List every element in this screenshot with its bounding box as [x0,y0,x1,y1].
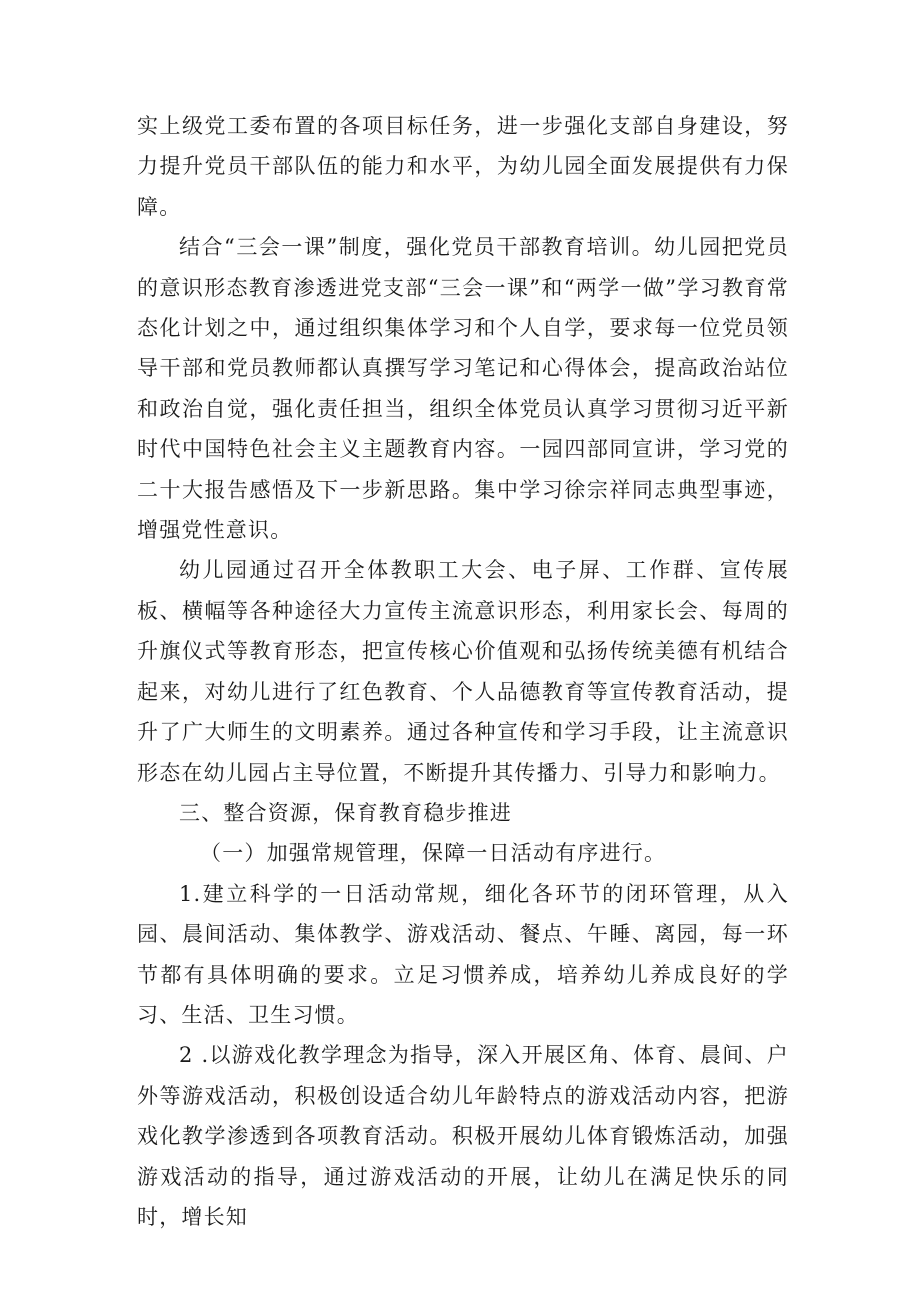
subsection-heading: （一）加强常规管理，保障一日活动有序进行。 [200,841,667,866]
paragraph-continuation: 实上级党工委布置的各项目标任务，进一步强化支部自身建设，努力提升党员干部队伍的能力和水平，为幼儿园全面发展提供有力保障。 [137,114,789,219]
list-item-2: 2 .以游戏化教学理念为指导，深入开展区角、体育、晨间、户外等游戏活动，积极创设适合幼儿年龄特点的游戏活动内容，把游戏化教学渗透到各项教育活动。积极开展幼儿体育锻炼活动，加强游戏活动的指导，通过游戏活动的开展，让幼儿在满足快乐的同时，增长知 [137,1043,789,1229]
document-body [137,106,789,1237]
list-item-1: 1.建立科学的一日活动常规，细化各环节的闭环管理，从入园、晨间活动、集体教学、游戏活动、餐点、午睡、离园，每一环节都有具体明确的要求。立足习惯养成，培养幼儿养成良好的学习、生活、卫生习惯。 [137,881,789,1027]
paragraph-ideology-publicity: 幼儿园通过召开全体教职工大会、电子屏、工作群、宣传展板、横幅等各种途径大力宣传主流意识形态，利用家长会、每周的升旗仪式等教育形态，把宣传核心价值观和弘扬传统美德有机结合起来，对幼儿进行了红色教育、个人品德教育等宣传教育活动，提升了广大师生的文明素养。通过各种宣传和学习手段，让主流意识形态在幼儿园占主导位置，不断提升其传播力、引导力和影响力。 [137,558,789,785]
paragraph-party-training: 结合“三会一课”制度，强化党员干部教育培训。幼儿园把党员的意识形态教育渗透进党支部“三会一课”和“两学一做”学习教育常态化计划之中，通过组织集体学习和个人自学，要求每一位党员领导干部和党员教师都认真撰写学习笔记和心得体会，提高政治站位和政治自觉，强化责任担当，组织全体党员认真学习贯彻习近平新时代中国特色社会主义主题教育内容。一园四部同宣讲，学习党的二十大报告感悟及下一步新思路。集中学习徐宗祥同志典型事迹，增强党性意识。 [137,235,789,543]
section-heading: 三、整合资源，保育教育稳步推进 [179,800,512,825]
